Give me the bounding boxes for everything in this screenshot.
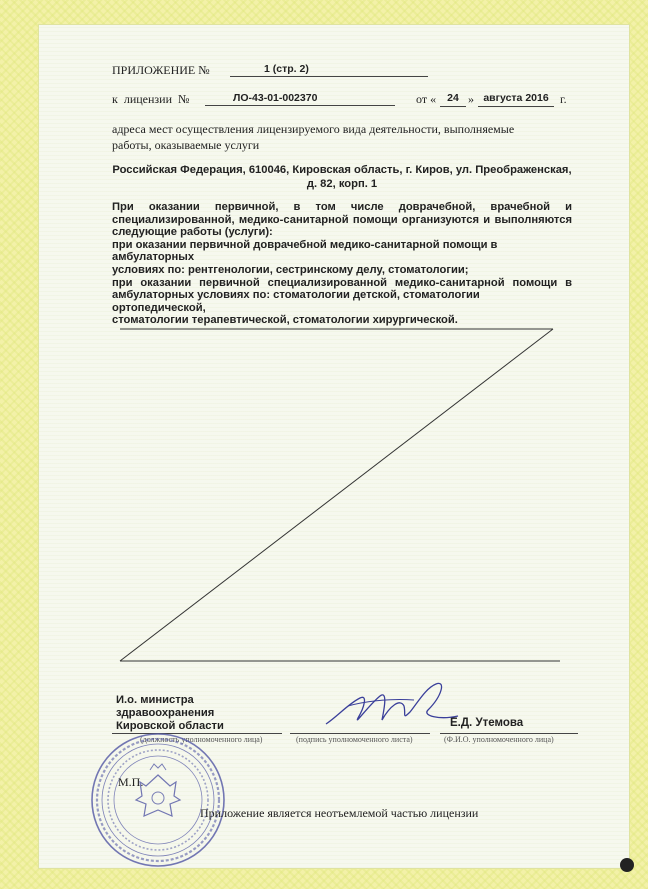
- date-day: 24: [440, 92, 466, 107]
- position-caption: (должность уполномоченного лица): [140, 735, 263, 744]
- signatory-name: Е.Д. Утемова: [450, 717, 524, 729]
- position-line-1: И.о. министра: [116, 694, 194, 706]
- address-intro: адреса мест осуществления лицензируемого вида деятельности, выполняемые работы, оказываемые услуги: [112, 122, 515, 152]
- services-intro-line-3: следующие работы (услуги):: [112, 226, 273, 239]
- services-intro-line-1: При оказании первичной, в том числе доврачебной, врачебной и: [112, 201, 572, 213]
- address-line-1: Российская Федерация, 610046, Кировская область, г. Киров, ул. Преображенская,: [112, 164, 572, 176]
- address-line-2: д. 82, корп. 1: [306, 178, 378, 190]
- punch-hole: [620, 858, 634, 872]
- service-2-line-2: амбулаторных условиях по: стоматологии детской, стоматологии ортопедической,: [112, 289, 480, 314]
- service-1-line-2: условиях по: рентгенологии, сестринскому делу, стоматологии;: [112, 263, 469, 276]
- license-number: ЛО-43-01-002370: [205, 92, 395, 106]
- name-caption: (Ф.И.О. уполномоченного лица): [444, 735, 554, 744]
- appendix-label: ПРИЛОЖЕНИЕ №: [112, 63, 210, 77]
- handwritten-signature: [318, 676, 468, 736]
- date-from-label: от «: [416, 92, 437, 106]
- signature-caption: (подпись уполномоченного листа): [296, 735, 413, 744]
- position-line-2: здравоохранения: [116, 706, 215, 719]
- signatory-position: [116, 694, 224, 732]
- date-year-suffix: г.: [560, 92, 567, 106]
- license-label: к лицензии №: [112, 92, 190, 106]
- service-2-line-1: при оказании первичной специализированной медико-санитарной помощи в: [112, 276, 572, 289]
- service-2-line-3: стоматологии терапевтической, стоматологии хирургической.: [112, 314, 458, 327]
- position-line-3: Кировской области: [116, 719, 224, 732]
- services-intro-line-2: специализированной, медико-санитарной помощи организуются и выполняются: [112, 213, 572, 226]
- service-1-line-1: при оказании первичной доврачебной медико-санитарной помощи в амбулаторных: [112, 238, 498, 264]
- date-month-year: августа 2016: [478, 92, 554, 107]
- stamp-place-label: М.П.: [118, 775, 144, 789]
- footer-note: Приложение является неотъемлемой частью лицензии: [200, 806, 479, 820]
- date-close-quote: »: [468, 92, 474, 106]
- appendix-number: 1 (стр. 2): [230, 63, 428, 77]
- official-seal: [88, 730, 228, 870]
